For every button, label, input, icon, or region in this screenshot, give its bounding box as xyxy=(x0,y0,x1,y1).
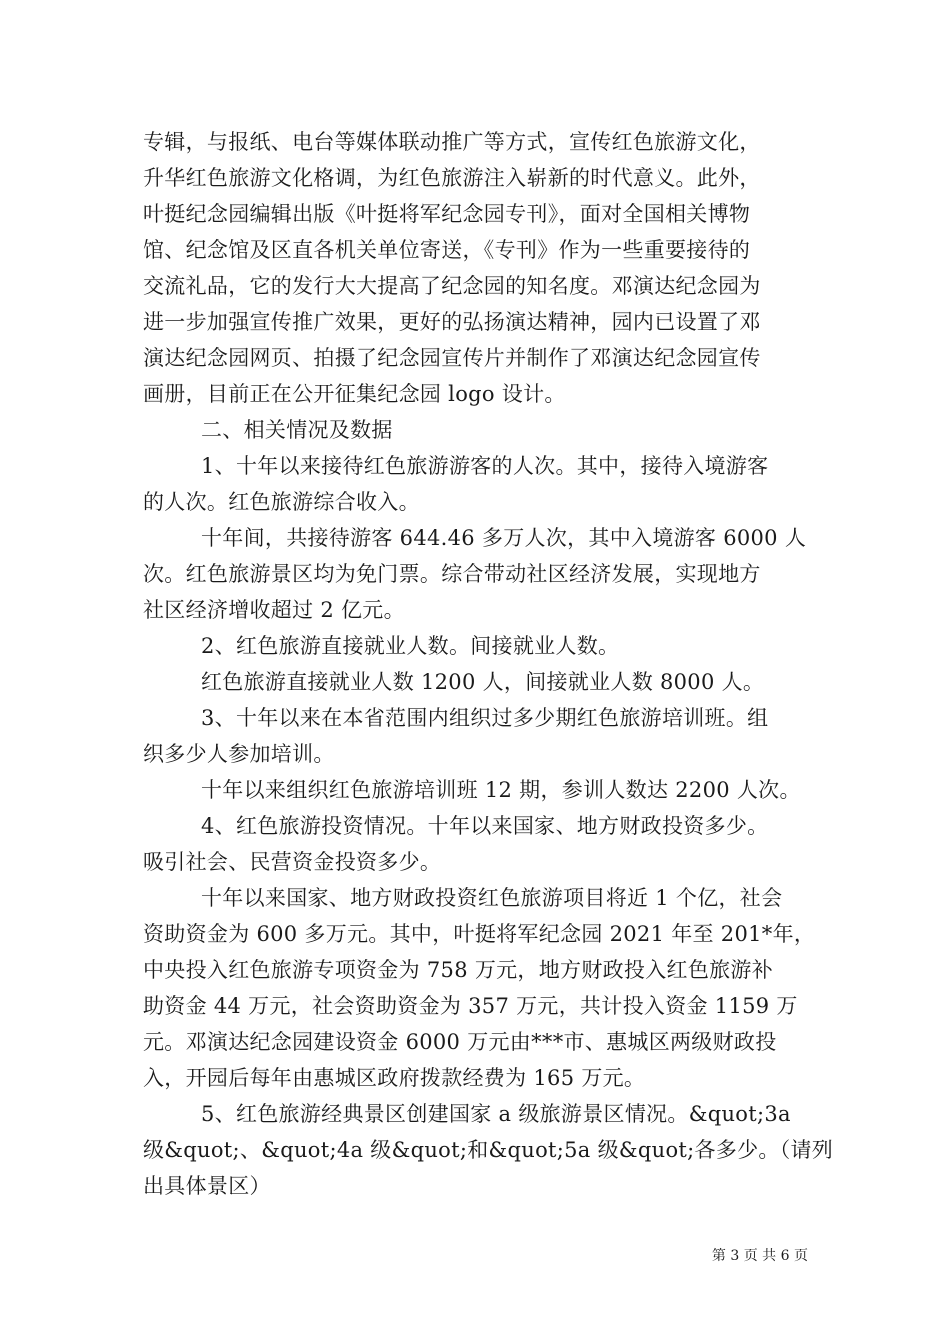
text-line: 进一步加强宣传推广效果，更好的弘扬演达精神，园内已设置了邓 xyxy=(143,310,761,334)
text-line: 画册，目前正在公开征集纪念园 logo 设计。 xyxy=(143,382,566,406)
text-line: 升华红色旅游文化格调，为红色旅游注入崭新的时代意义。此外， xyxy=(143,166,761,190)
text-line: 入，开园后每年由惠城区政府拨款经费为 165 万元。 xyxy=(143,1066,646,1090)
document-body xyxy=(143,124,834,1204)
text-line: 红色旅游直接就业人数 1200 人，间接就业人数 8000 人。 xyxy=(201,670,765,694)
text-line: 5、红色旅游经典景区创建国家 a 级旅游景区情况。&quot;3a xyxy=(201,1102,791,1126)
text-line: 的人次。红色旅游综合收入。 xyxy=(143,490,420,514)
text-line: 二、相关情况及数据 xyxy=(201,418,393,442)
text-line: 馆、纪念馆及区直各机关单位寄送，《专刊》作为一些重要接待的 xyxy=(143,238,751,262)
text-line: 专辑，与报纸、电台等媒体联动推广等方式，宣传红色旅游文化， xyxy=(143,130,761,154)
text-line: 社区经济增收超过 2 亿元。 xyxy=(143,598,405,622)
text-line: 元。邓演达纪念园建设资金 6000 万元由***市、惠城区两级财政投 xyxy=(143,1030,777,1054)
text-line: 次。红色旅游景区均为免门票。综合带动社区经济发展，实现地方 xyxy=(143,562,761,586)
text-line: 3、十年以来在本省范围内组织过多少期红色旅游培训班。组 xyxy=(201,706,769,730)
page-number: 第 3 页 共 6 页 xyxy=(711,1248,808,1264)
text-line: 助资金 44 万元，社会资助资金为 357 万元，共计投入资金 1159 万 xyxy=(143,994,798,1018)
text-line: 十年间，共接待游客 644.46 多万人次，其中入境游客 6000 人 xyxy=(201,526,807,550)
text-line: 吸引社会、民营资金投资多少。 xyxy=(143,850,442,874)
text-line: 十年以来组织红色旅游培训班 12 期，参训人数达 2200 人次。 xyxy=(201,778,801,802)
text-line: 中央投入红色旅游专项资金为 758 万元，地方财政投入红色旅游补 xyxy=(143,958,774,982)
text-line: 2、红色旅游直接就业人数。间接就业人数。 xyxy=(201,634,620,658)
text-line: 资助资金为 600 多万元。其中，叶挺将军纪念园 2021 年至 201*年， xyxy=(143,922,816,946)
text-line: 1、十年以来接待红色旅游游客的人次。其中，接待入境游客 xyxy=(201,454,769,478)
text-line: 4、红色旅游投资情况。十年以来国家、地方财政投资多少。 xyxy=(201,814,769,838)
text-line: 交流礼品，它的发行大大提高了纪念园的知名度。邓演达纪念园为 xyxy=(143,274,761,298)
text-line: 演达纪念园网页、拍摄了纪念园宣传片并制作了邓演达纪念园宣传 xyxy=(143,346,761,370)
text-line: 叶挺纪念园编辑出版《叶挺将军纪念园专刊》，面对全国相关博物 xyxy=(143,202,751,226)
text-line: 出具体景区） xyxy=(143,1174,271,1198)
text-line: 级&quot;、&quot;4a 级&quot;和&quot;5a 级&quot;各多少。（请列 xyxy=(143,1138,834,1162)
text-line: 织多少人参加培训。 xyxy=(143,742,335,766)
text-line: 十年以来国家、地方财政投资红色旅游项目将近 1 个亿，社会 xyxy=(201,886,783,910)
